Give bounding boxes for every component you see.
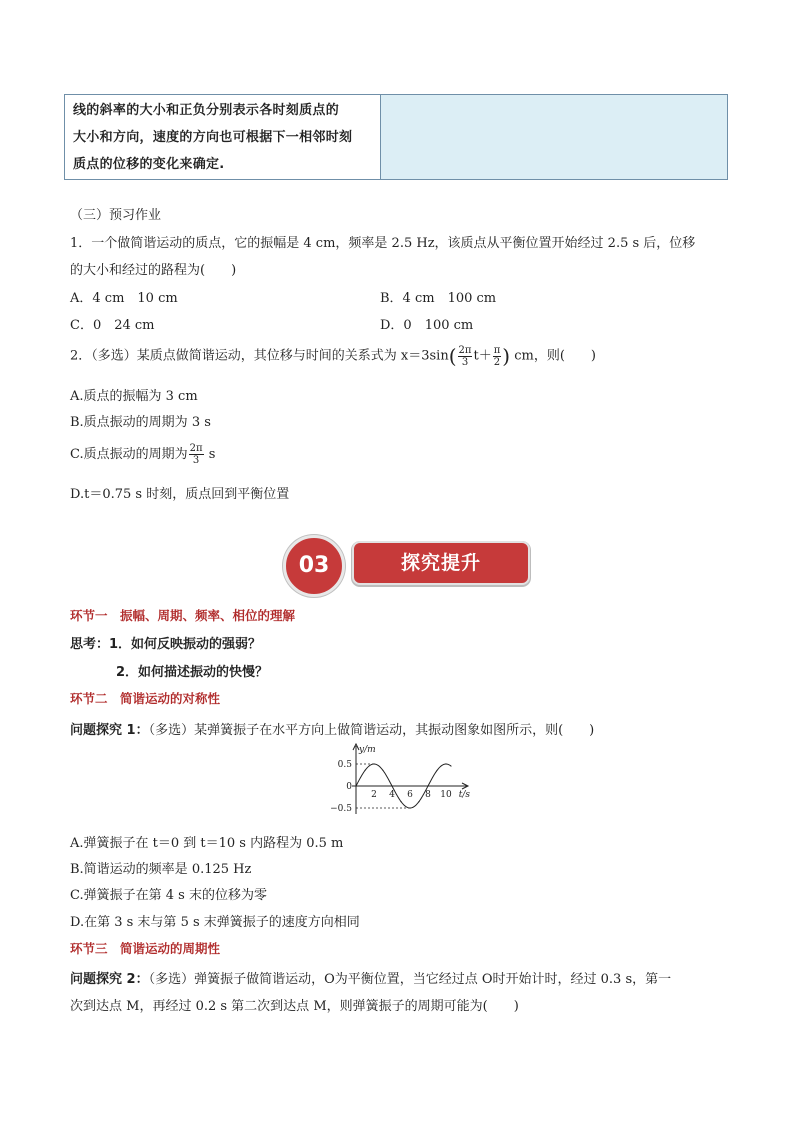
summary-line-2: 大小和方向，速度的方向也可根据下一相邻时刻: [73, 130, 353, 145]
q2-option-c: [70, 440, 215, 470]
q2-option-c-fraction: [189, 443, 204, 466]
section1-title: 环节一 振幅、周期、频率、相位的理解: [70, 608, 296, 623]
data-point: [427, 785, 428, 786]
q2-option-c-den: 3: [192, 455, 200, 466]
problem2-line-1: [70, 968, 671, 987]
data-point: [409, 807, 410, 808]
problem1-option-a: A.弹簧振子在 t＝0 到 t＝10 s 内路程为 0.5 m: [70, 836, 344, 851]
x-tick-label: 6: [407, 790, 413, 800]
x-tick-label: 8: [425, 790, 431, 800]
q1-line-1: 1．一个做简谐运动的质点，它的振幅是 4 cm，频率是 2.5 Hz，该质点从平衡位置开始经过 2.5 s 后，位移: [70, 236, 696, 251]
q1-option-b: B．4 cm 100 cm: [380, 291, 497, 306]
summary-cell-blank: [381, 95, 727, 179]
problem2-text-1: （多选）弹簧振子做简谐运动，O为平衡位置，当它经过点 O时开始计时，经过 0.3 s，第一: [148, 972, 672, 987]
data-point: [391, 785, 392, 786]
data-point: [382, 770, 383, 771]
problem1-option-c: C.弹簧振子在第 4 s 末的位移为零: [70, 888, 267, 903]
summary-line-1: 线的斜率的大小和正负分别表示各时刻质点的: [73, 103, 340, 118]
section-title-banner: 探究提升: [352, 541, 530, 585]
x-tick-label: 2: [371, 790, 377, 800]
q2-fraction-1: [458, 345, 473, 368]
y-tick-label: 0.5: [337, 760, 352, 770]
q2-fraction-2-den: 2: [493, 356, 501, 368]
problem1-option-b: B.简谐运动的频率是 0.125 Hz: [70, 862, 252, 877]
summary-line-3: 质点的位移的变化来确定.: [73, 157, 225, 172]
q2-option-a: A.质点的振幅为 3 cm: [70, 389, 198, 404]
problem1-stem: [70, 719, 594, 738]
x-tick-label: 4: [389, 790, 395, 800]
q2-paren-open: (: [448, 344, 457, 368]
data-point: [400, 801, 401, 802]
q2-fraction-2: [493, 345, 502, 368]
x-axis-label: t/s: [458, 790, 470, 800]
summary-cell-text: [65, 95, 381, 179]
oscillation-graph: [320, 742, 480, 820]
problem1-text: （多选）某弹簧振子在水平方向上做简谐运动，其振动图象如图所示，则( ): [148, 723, 595, 738]
data-point: [355, 785, 356, 786]
q2-option-c-post: s: [204, 447, 216, 462]
problem2-line-2: 次到达点 M，再经过 0.2 s 第二次到达点 M，则弹簧振子的周期可能为( ): [70, 999, 519, 1014]
section2-title: 环节二 简谐运动的对称性: [70, 691, 221, 706]
q2-option-c-pre: C.质点振动的周期为: [70, 447, 188, 462]
q2-stem-post: cm，则( ): [510, 348, 596, 364]
q2-paren-close: ): [502, 344, 511, 368]
data-point: [373, 763, 374, 764]
q2-stem: [70, 340, 596, 372]
preview-heading: （三）预习作业: [70, 208, 162, 223]
section3-title: 环节三 简谐运动的周期性: [70, 941, 221, 956]
data-point: [445, 763, 446, 764]
q2-stem-mid: t＋: [473, 348, 492, 364]
q1-line-2: 的大小和经过的路程为( ): [70, 263, 237, 278]
q2-option-c-num: 2π: [189, 443, 203, 454]
section-number-badge: 03: [283, 535, 345, 597]
problem2-label: 问题探究 2：: [70, 972, 149, 987]
data-point: [436, 770, 437, 771]
problem1-option-d: D.在第 3 s 末与第 5 s 末弹簧振子的速度方向相同: [70, 915, 360, 930]
think-1: 思考：1．如何反映振动的强弱？: [70, 637, 262, 652]
q2-option-b: B.质点振动的周期为 3 s: [70, 415, 211, 430]
data-point: [418, 801, 419, 802]
x-tick-label: 10: [440, 790, 452, 800]
summary-table: [64, 94, 728, 180]
data-point: [364, 770, 365, 771]
q2-fraction-1-den: 3: [461, 356, 469, 368]
problem1-label: 问题探究 1：: [70, 723, 149, 738]
y-tick-label: −0.5: [330, 804, 352, 814]
think-2: 2．如何描述振动的快慢？: [116, 665, 269, 680]
q2-stem-pre: 2．（多选）某质点做简谐运动，其位移与时间的关系式为 x＝3sin: [70, 348, 449, 364]
y-axis-label: y/m: [359, 745, 376, 755]
q1-option-d: D．0 100 cm: [380, 318, 474, 333]
q2-fraction-1-num: 2π: [458, 344, 472, 356]
q2-option-d: D.t＝0.75 s 时刻，质点回到平衡位置: [70, 487, 290, 502]
q1-option-c: C．0 24 cm: [70, 318, 155, 333]
y-tick-label: 0: [346, 782, 352, 792]
q2-fraction-2-num: π: [493, 344, 501, 356]
q1-option-a: A．4 cm 10 cm: [70, 291, 178, 306]
